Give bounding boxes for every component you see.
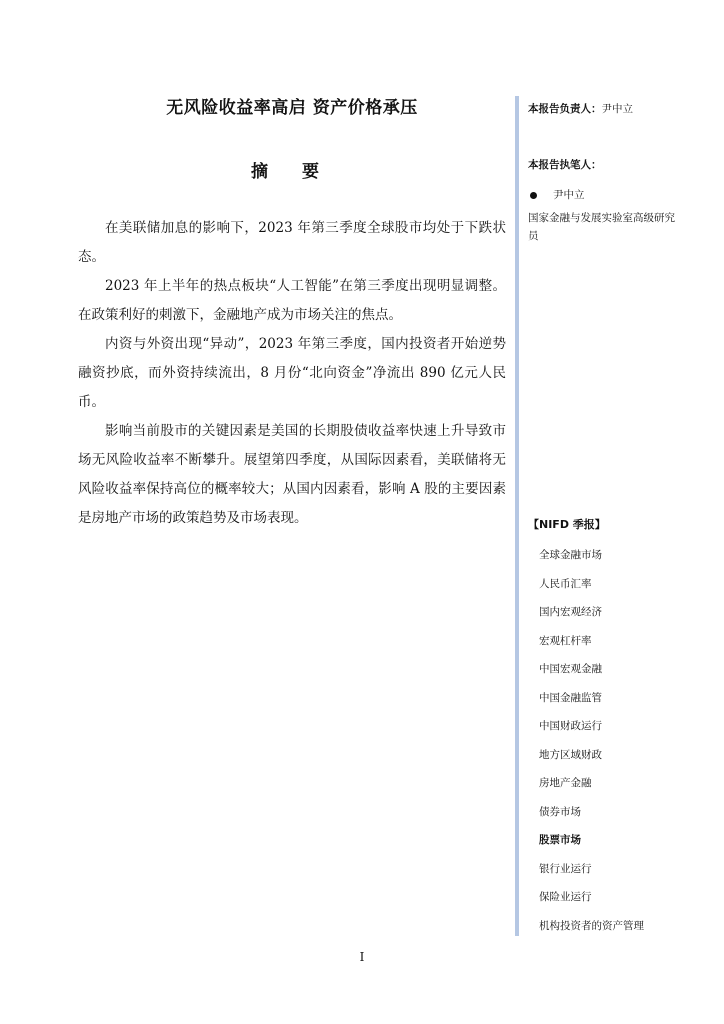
nifd-item: 地方区域财政 [539,748,602,761]
report-responsible [528,101,708,117]
writer-entry [528,187,708,203]
writer-label: 本报告执笔人： [528,159,602,171]
writer-name: 尹中立 [553,189,585,201]
report-title: 无风险收益率高启 资产价格承压 [166,98,418,118]
nifd-item: 国内宏观经济 [539,606,602,618]
nifd-item: 人民币汇率 [539,577,592,590]
abstract-paragraph: 内资与外资出现“异动”，2023 年第三季度，国内投资者开始逆势融资抄底，而外资持续流出，8 月份“北向资金”净流出 890 亿元人民币。 [78,336,506,410]
nifd-item: 银行业运行 [539,862,592,875]
page-number: I [359,950,365,964]
nifd-item: 中国金融监管 [539,691,602,704]
writer-title: 国家金融与发展实验室高级研究员 [528,212,675,242]
nifd-item: 保险业运行 [539,891,592,903]
nifd-item: 机构投资者的资产管理 [539,919,644,932]
abstract-paragraph: 影响当前股市的关键因素是美国的长期股债收益率快速上升导致市场无风险收益率不断攀升。展望第四季度，从国际因素看，美联储将无风险收益率保持高位的概率较大；从国内因素看，影响 A 股的主要因素是房地产市场的政策趋势及市场表现。 [78,423,506,526]
sidebar-divider [515,96,519,936]
nifd-item: 中国宏观金融 [539,663,602,675]
report-writer [528,157,708,245]
abstract-paragraph: 在美联储加息的影响下，2023 年第三季度全球股市均处于下跌状态。 [78,220,506,265]
nifd-item: 宏观杠杆率 [539,634,592,647]
nifd-heading: 【NIFD 季报】 [528,518,606,531]
nifd-item: 债券市场 [539,805,581,818]
nifd-list [528,541,708,940]
responsible-label: 本报告负责人： [528,103,602,115]
nifd-item-active: 股票市场 [539,834,581,846]
nifd-item: 中国财政运行 [539,720,602,732]
bullet-icon [530,192,537,199]
nifd-item: 房地产金融 [539,777,592,789]
nifd-item: 全球金融市场 [539,549,602,561]
abstract-paragraph: 2023 年上半年的热点板块“人工智能”在第三季度出现明显调整。在政策利好的刺激下，金融地产成为市场关注的焦点。 [78,278,506,323]
responsible-name: 尹中立 [601,103,633,115]
abstract-body [78,214,506,533]
main-column [78,96,506,533]
abstract-heading: 摘 要 [251,162,333,182]
nifd-series-box [528,515,708,940]
